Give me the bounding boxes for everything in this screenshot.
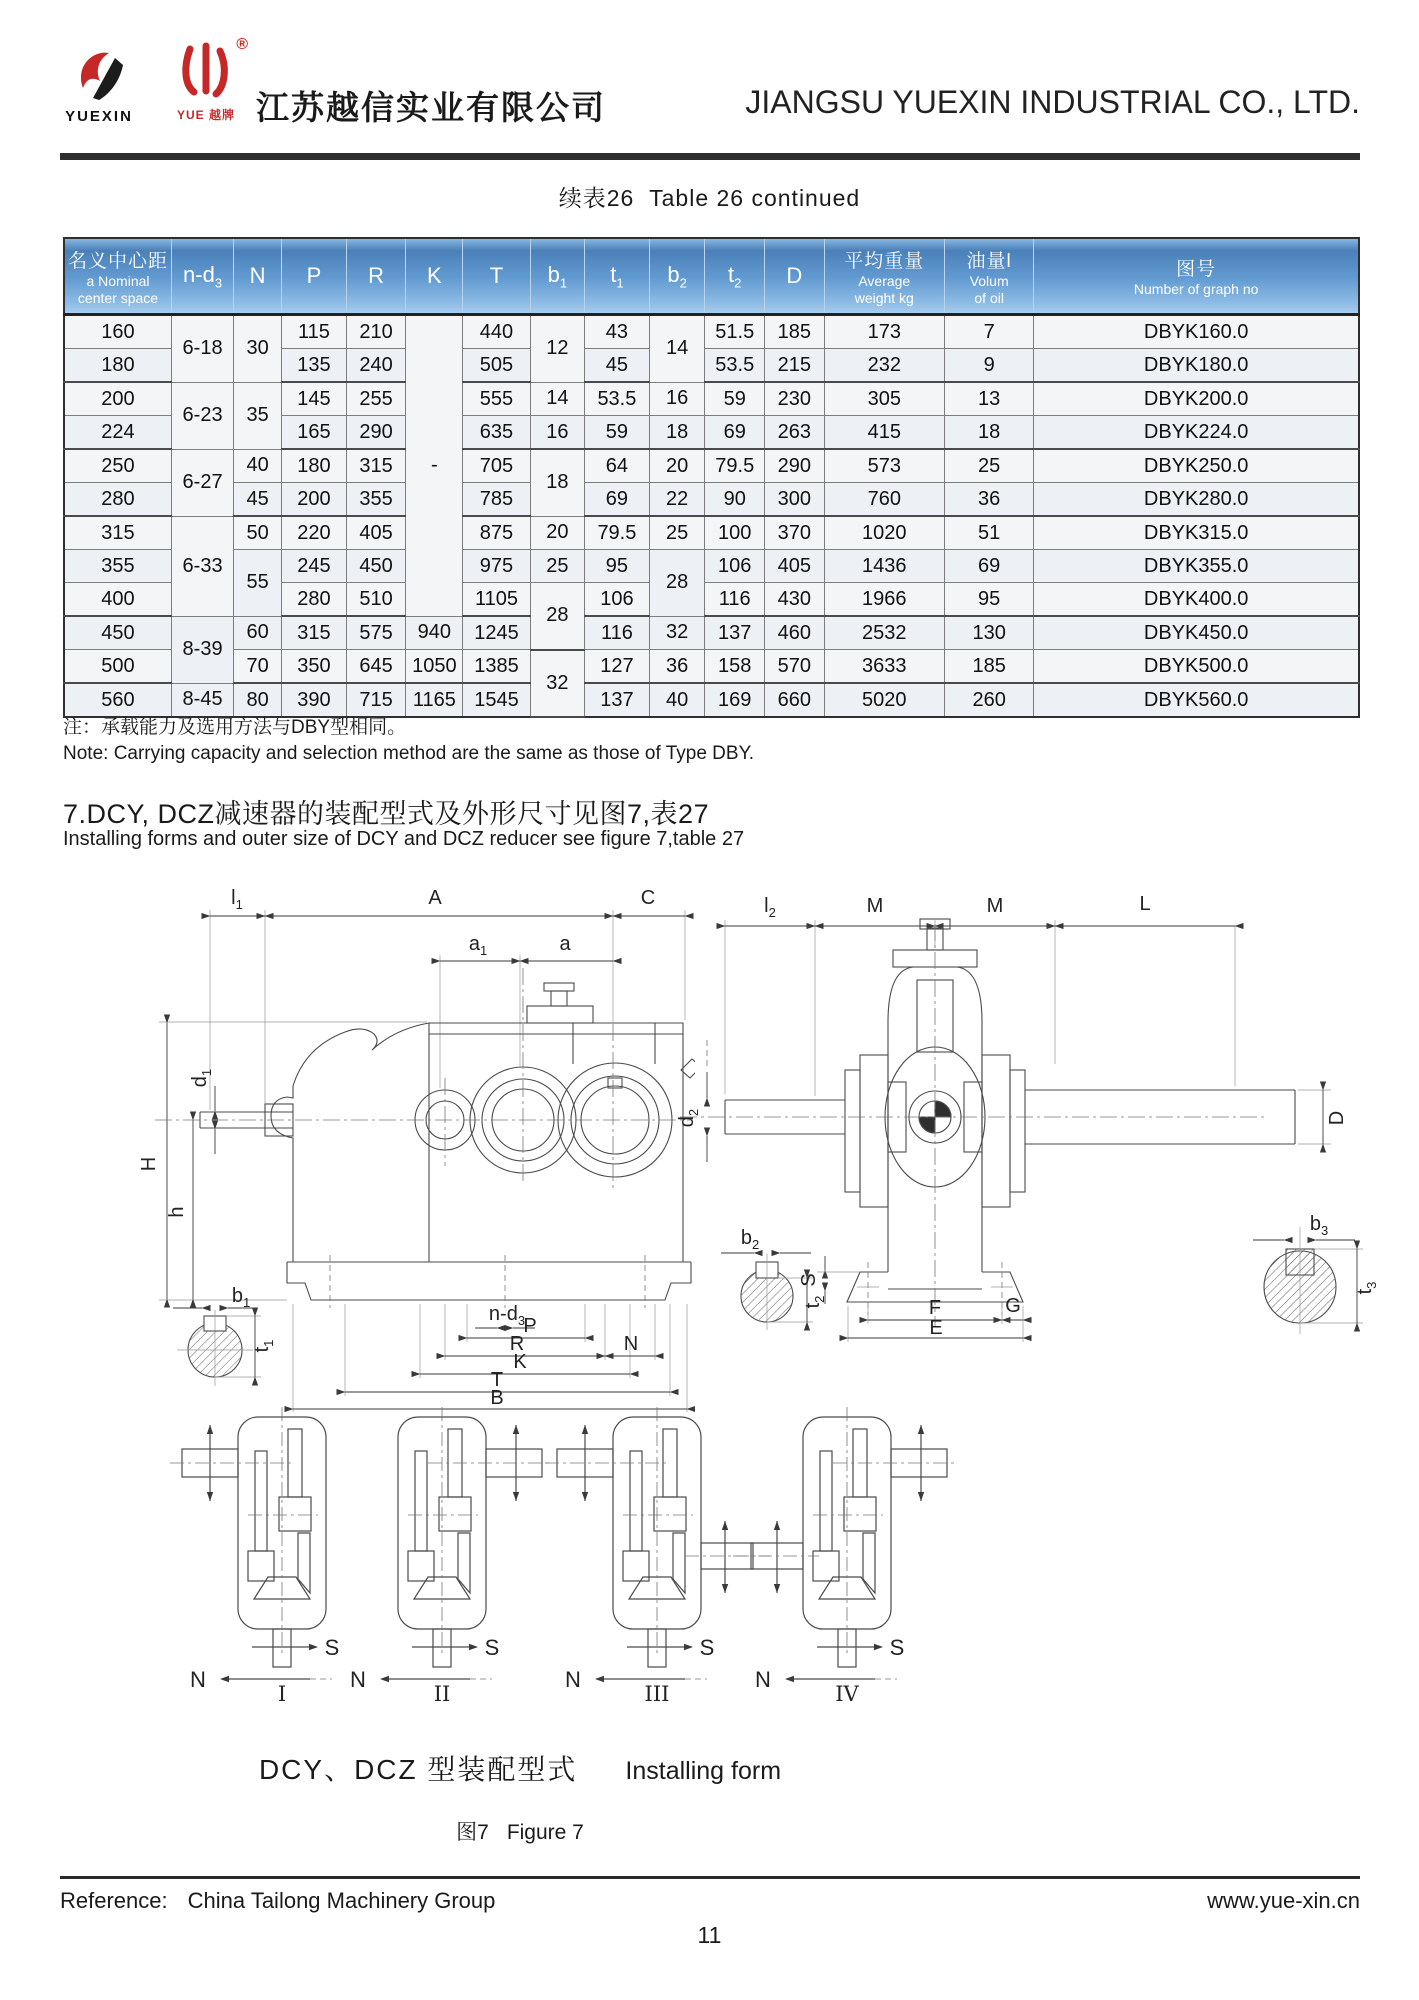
table-cell: 180 <box>64 349 171 383</box>
footer-reference-label: Reference: <box>60 1888 168 1913</box>
table-cell: 135 <box>282 349 347 383</box>
table-cell: 350 <box>282 650 347 684</box>
table-cell: 8-39 <box>171 616 233 683</box>
dim-label-t3: $t_3$ <box>1354 1281 1379 1295</box>
table-cell: 18 <box>945 416 1034 450</box>
side-extension-lines <box>159 910 685 1300</box>
table-cell: 570 <box>765 650 825 684</box>
header-cell: 平均重量 Average weight kg <box>824 238 944 315</box>
reducer-end-view-drawing <box>655 872 1395 1342</box>
footer-website: www.yue-xin.cn <box>1207 1888 1360 1913</box>
table-cell: 715 <box>346 683 406 717</box>
table-row <box>64 550 1359 583</box>
dim-label-A: A <box>428 887 442 909</box>
yue-badge-text: YUE 越牌 <box>176 108 235 122</box>
shaft-section-b1t1 <box>173 1308 261 1386</box>
yue-badge-logo <box>158 36 254 123</box>
table-cell: 20 <box>530 516 584 550</box>
table-cell: 79.5 <box>585 516 650 550</box>
header-cell: N <box>234 238 282 315</box>
table-cell: 400 <box>64 583 171 617</box>
table-cell: 14 <box>530 382 584 416</box>
table-cell: 280 <box>64 483 171 517</box>
table-cell: 7 <box>945 315 1034 349</box>
table-cell: 106 <box>585 583 650 617</box>
dim-label-G: G <box>1005 1295 1021 1317</box>
table-cell: 405 <box>765 550 825 583</box>
table-cell: 940 <box>406 616 463 650</box>
dim-label-D: D <box>1326 1110 1348 1126</box>
table-cell: DBYK180.0 <box>1034 349 1359 383</box>
table-cell: 69 <box>705 416 765 450</box>
table-cell: 200 <box>64 382 171 416</box>
page-footer <box>60 1888 1360 1914</box>
table-cell: DBYK500.0 <box>1034 650 1359 684</box>
header-cell: $b_1$ <box>530 238 584 315</box>
table-cell: 22 <box>649 483 705 517</box>
table-row <box>64 315 1359 349</box>
table-cell: 560 <box>64 683 171 717</box>
table-cell: 28 <box>530 583 584 650</box>
table-cell: 8-45 <box>171 683 233 717</box>
dim-label-d1: $d_1$ <box>189 1068 214 1088</box>
table-cell: 370 <box>765 516 825 550</box>
table-cell: 555 <box>463 382 530 416</box>
table-cell: 90 <box>705 483 765 517</box>
table-cell: 875 <box>463 516 530 550</box>
table-cell: 315 <box>282 616 347 650</box>
table-cell: 290 <box>765 449 825 483</box>
table-cell: 1245 <box>463 616 530 650</box>
table-cell: 6-18 <box>171 315 233 383</box>
form-numeral: II <box>433 1682 451 1705</box>
table-cell: 255 <box>346 382 406 416</box>
table-cell: 450 <box>346 550 406 583</box>
side-centerlines <box>155 968 693 1190</box>
footer-reference <box>60 1888 495 1914</box>
dim-label-a1: $a_1$ <box>468 933 488 958</box>
table-cell: 28 <box>649 550 705 617</box>
table-cell: 280 <box>282 583 347 617</box>
table-cell: 430 <box>765 583 825 617</box>
table-cell: DBYK200.0 <box>1034 382 1359 416</box>
table-cell: 20 <box>649 449 705 483</box>
table-cell: 232 <box>824 349 944 383</box>
table-cell: 64 <box>585 449 650 483</box>
dim-label-l1: $l_1$ <box>231 887 243 912</box>
table-cell: 18 <box>530 449 584 516</box>
table-cell: 69 <box>585 483 650 517</box>
table-cell: 250 <box>64 449 171 483</box>
table-cell: 660 <box>765 683 825 717</box>
table-cell: DBYK224.0 <box>1034 416 1359 450</box>
header-cell: $t_1$ <box>585 238 650 315</box>
header-cell: D <box>765 238 825 315</box>
dim-label-K: K <box>513 1351 527 1373</box>
table-cell: 32 <box>649 616 705 650</box>
header-cell: R <box>346 238 406 315</box>
dim-label-d2: $d_2$ <box>676 1108 701 1128</box>
shaft-s-label: S <box>699 1635 715 1660</box>
table-cell: 290 <box>346 416 406 450</box>
table-cell: 415 <box>824 416 944 450</box>
form-numeral: III <box>644 1682 670 1705</box>
table-cell: 635 <box>463 416 530 450</box>
table-cell: DBYK250.0 <box>1034 449 1359 483</box>
header-cell: $b_2$ <box>649 238 705 315</box>
table-cell: 35 <box>234 382 282 449</box>
table-cell: DBYK280.0 <box>1034 483 1359 517</box>
table-cell: DBYK400.0 <box>1034 583 1359 617</box>
footer-divider <box>60 1876 1360 1879</box>
dim-label-l2: $l_2$ <box>764 895 776 920</box>
table-cell: 12 <box>530 315 584 383</box>
shaft-s-label: S <box>484 1635 500 1660</box>
note-en: Note: Carrying capacity and selection method are the same as those of Type DBY. <box>63 743 755 764</box>
table-cell: 169 <box>705 683 765 717</box>
table-cell: 210 <box>346 315 406 349</box>
table-cell: 315 <box>346 449 406 483</box>
table-cell: 1385 <box>463 650 530 684</box>
dim-label-E: E <box>929 1317 943 1339</box>
table-cell: 3633 <box>824 650 944 684</box>
footer-reference-value: China Tailong Machinery Group <box>187 1888 496 1913</box>
table-cell: 573 <box>824 449 944 483</box>
shaft-n-label: N <box>755 1667 771 1692</box>
table-cell: 36 <box>649 650 705 684</box>
table-cell: 355 <box>64 550 171 583</box>
figure-number-cn: 图7 <box>456 1821 489 1844</box>
form-diagram-4 <box>725 1395 965 1705</box>
table-cell: 240 <box>346 349 406 383</box>
table-cell: 1050 <box>406 650 463 684</box>
dim-label-h: h <box>166 1206 188 1218</box>
dim-label-R: R <box>509 1333 525 1355</box>
table-cell: 32 <box>530 650 584 718</box>
table-cell: 180 <box>282 449 347 483</box>
table-cell: 106 <box>705 550 765 583</box>
shaft-n-label: N <box>565 1667 581 1692</box>
table-cell: 16 <box>530 416 584 450</box>
table-cell: DBYK450.0 <box>1034 616 1359 650</box>
shaft-n-label: N <box>190 1667 206 1692</box>
dim-label-M2: M <box>986 895 1004 917</box>
spec-table-wrap <box>63 237 1360 718</box>
dim-label-P: P <box>523 1315 537 1337</box>
yuexin-logo-icon <box>69 46 129 102</box>
note-cn: 注：承载能力及选用方法与DBY型相同。 <box>63 717 407 738</box>
header-divider <box>60 153 1360 160</box>
table-cell: 137 <box>585 683 650 717</box>
table-cell: 785 <box>463 483 530 517</box>
table-cell: 230 <box>765 382 825 416</box>
table-cell: 115 <box>282 315 347 349</box>
table-cell: 1165 <box>406 683 463 717</box>
table-cell: 14 <box>649 315 705 383</box>
table-cell: 30 <box>234 315 282 383</box>
table-cell: 173 <box>824 315 944 349</box>
table-cell: 40 <box>234 449 282 483</box>
yuexin-logo <box>60 46 138 125</box>
shaft-section-b2t2 <box>721 1253 813 1330</box>
header-cell: P <box>282 238 347 315</box>
shaft-s-label: S <box>324 1635 340 1660</box>
dim-label-L: L <box>1139 893 1151 915</box>
header-cell: $t_2$ <box>705 238 765 315</box>
table-cell: - <box>406 315 463 617</box>
table-cell: 645 <box>346 650 406 684</box>
header-cell: 油量l Volum of oil <box>945 238 1034 315</box>
dim-label-b3: $b_3$ <box>1309 1213 1329 1238</box>
table-cell: 60 <box>234 616 282 650</box>
table-row <box>64 516 1359 550</box>
form-numeral: IV <box>835 1682 859 1705</box>
table-row <box>64 650 1359 684</box>
table-cell: 1436 <box>824 550 944 583</box>
table-cell: 405 <box>346 516 406 550</box>
table-cell: 25 <box>649 516 705 550</box>
table-cell: 25 <box>945 449 1034 483</box>
dim-label-a: a <box>559 933 571 955</box>
table-cell: 116 <box>705 583 765 617</box>
table-cell: 185 <box>765 315 825 349</box>
table-cell: 18 <box>649 416 705 450</box>
form-numeral: I <box>277 1682 287 1705</box>
table-cell: 13 <box>945 382 1034 416</box>
table-cell: 160 <box>64 315 171 349</box>
page-header <box>60 38 1360 148</box>
table-cell: 705 <box>463 449 530 483</box>
table-cell: 315 <box>64 516 171 550</box>
table-cell: 185 <box>945 650 1034 684</box>
table-cell: 460 <box>765 616 825 650</box>
dim-label-t2: $t_2$ <box>802 1295 827 1309</box>
table-cell: 100 <box>705 516 765 550</box>
dim-label-b1: $b_1$ <box>231 1285 251 1310</box>
dim-label-b2: $b_2$ <box>740 1227 760 1252</box>
dim-label-nd3: $n-d_3$ <box>488 1303 526 1328</box>
shaft-s-label: S <box>889 1635 905 1660</box>
table-cell: DBYK560.0 <box>1034 683 1359 717</box>
dim-label-B: B <box>490 1387 504 1409</box>
table-cell: 127 <box>585 650 650 684</box>
table-cell: 1020 <box>824 516 944 550</box>
dim-label-t1: $t_1$ <box>251 1339 276 1353</box>
figure-caption <box>100 1748 940 1788</box>
table-cell: 1105 <box>463 583 530 617</box>
section-heading-en: Installing forms and outer size of DCY and DCZ reducer see figure 7,table 27 <box>63 828 745 850</box>
section-heading-cn: 7.DCY, DCZ减速器的装配型式及外形尺寸见图7,表27 <box>63 799 710 829</box>
registered-mark: ® <box>236 36 248 53</box>
table-cell: 45 <box>585 349 650 383</box>
table-cell: 59 <box>705 382 765 416</box>
table-cell: 158 <box>705 650 765 684</box>
table-row <box>64 616 1359 650</box>
table-cell: 510 <box>346 583 406 617</box>
figure-number <box>100 1816 940 1846</box>
table-cell: 1545 <box>463 683 530 717</box>
table-cell: 440 <box>463 315 530 349</box>
header-cell: 名义中心距 a Nominal center space <box>64 238 171 315</box>
header-cell: T <box>463 238 530 315</box>
dim-label-T: T <box>490 1369 504 1391</box>
table-cell: 95 <box>585 550 650 583</box>
table-cell: 40 <box>649 683 705 717</box>
header-cell: 图号 Number of graph no <box>1034 238 1359 315</box>
table-cell: 55 <box>234 550 282 617</box>
table-cell: 145 <box>282 382 347 416</box>
figure-number-en: Figure 7 <box>506 1821 584 1844</box>
table-cell: 137 <box>705 616 765 650</box>
page-number: 11 <box>697 1922 722 1948</box>
table-cell: 215 <box>765 349 825 383</box>
table-cell: 43 <box>585 315 650 349</box>
yue-badge-icon <box>177 40 235 100</box>
reducer-side-view-drawing <box>115 872 695 1412</box>
table-cell: 16 <box>649 382 705 416</box>
table-cell: 130 <box>945 616 1034 650</box>
figure-caption-en: Installing form <box>625 1757 782 1785</box>
table-cell: 9 <box>945 349 1034 383</box>
table-cell: 305 <box>824 382 944 416</box>
table-cell: 355 <box>346 483 406 517</box>
table-cell: 165 <box>282 416 347 450</box>
form-diagram-2 <box>320 1395 560 1705</box>
dim-label-N: N <box>623 1333 639 1355</box>
table-cell: 51 <box>945 516 1034 550</box>
table-cell: 70 <box>234 650 282 684</box>
table-cell: 575 <box>346 616 406 650</box>
table-cell: 53.5 <box>585 382 650 416</box>
table-cell: 450 <box>64 616 171 650</box>
end-dimension-lines <box>707 926 1323 1162</box>
dim-label-S: S <box>798 1273 820 1287</box>
table-cell: 69 <box>945 550 1034 583</box>
company-name-en: JIANGSU YUEXIN INDUSTRIAL CO., LTD. <box>745 84 1360 120</box>
table-cell: 2532 <box>824 616 944 650</box>
table-cell: 6-33 <box>171 516 233 616</box>
header-cell: $n-d_3$ <box>171 238 233 315</box>
table-cell: 95 <box>945 583 1034 617</box>
table-row <box>64 483 1359 517</box>
table-cell: 36 <box>945 483 1034 517</box>
table-cell: 6-23 <box>171 382 233 449</box>
table-cell: 390 <box>282 683 347 717</box>
table-cell: 80 <box>234 683 282 717</box>
dim-label-H: H <box>138 1156 160 1172</box>
table-cell: DBYK355.0 <box>1034 550 1359 583</box>
table-cell: 300 <box>765 483 825 517</box>
header-cell: K <box>406 238 463 315</box>
side-body-drawing <box>200 983 695 1308</box>
spec-table <box>63 237 1360 718</box>
shaft-section-b3t3 <box>1253 1227 1363 1334</box>
table-cell: DBYK160.0 <box>1034 315 1359 349</box>
table-cell: 224 <box>64 416 171 450</box>
table-cell: 220 <box>282 516 347 550</box>
table-row <box>64 449 1359 483</box>
side-dimension-lines <box>167 916 685 1299</box>
table-cell: 53.5 <box>705 349 765 383</box>
table-cell: 6-27 <box>171 449 233 516</box>
table-cell: 975 <box>463 550 530 583</box>
table-cell: 505 <box>463 349 530 383</box>
table-cell: DBYK315.0 <box>1034 516 1359 550</box>
figure-caption-cn: DCY、DCZ 型装配型式 <box>258 1754 578 1785</box>
table-cell: 260 <box>945 683 1034 717</box>
table-cell: 263 <box>765 416 825 450</box>
table-cell: 79.5 <box>705 449 765 483</box>
dim-label-C: C <box>640 887 656 909</box>
table-cell: 116 <box>585 616 650 650</box>
table-cell: 25 <box>530 550 584 583</box>
figure-7 <box>100 872 1400 1882</box>
table-cell: 1966 <box>824 583 944 617</box>
end-extension-lines <box>725 920 1331 1144</box>
company-name-cn: 江苏越信实业有限公司 <box>256 89 606 126</box>
table-cell: 51.5 <box>705 315 765 349</box>
dim-label-F: F <box>928 1297 942 1319</box>
table-cell: 245 <box>282 550 347 583</box>
table-cell: 59 <box>585 416 650 450</box>
shaft-n-label: N <box>350 1667 366 1692</box>
table-cell: 50 <box>234 516 282 550</box>
table-cell: 200 <box>282 483 347 517</box>
yuexin-logo-text: YUEXIN <box>65 108 133 125</box>
table-row <box>64 382 1359 416</box>
table-cell: 760 <box>824 483 944 517</box>
dim-label-M1: M <box>866 895 884 917</box>
table-cell: 45 <box>234 483 282 517</box>
table-cell: 5020 <box>824 683 944 717</box>
table-title: 续表26 Table 26 continued <box>558 185 861 211</box>
table-cell: 500 <box>64 650 171 684</box>
